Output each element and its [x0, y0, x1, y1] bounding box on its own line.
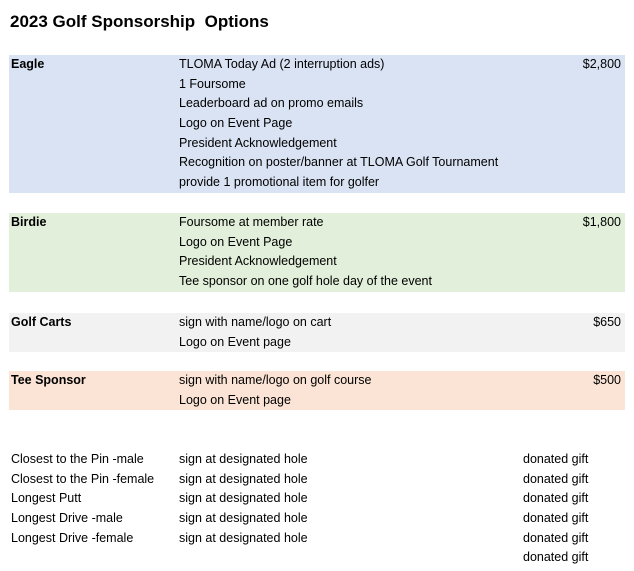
tee-sponsor-section — [9, 371, 625, 410]
eagle-row — [9, 94, 625, 114]
contest-row — [9, 529, 625, 549]
eagle-row — [9, 114, 625, 134]
contest-gift: donated gift — [523, 511, 589, 526]
eagle-price: $2,800 — [582, 57, 621, 71]
contest-row — [9, 509, 625, 529]
contest-name: Closest to the Pin -female — [11, 471, 155, 486]
birdie-row — [9, 252, 625, 272]
contest-gift: donated gift — [523, 452, 589, 466]
eagle-row — [9, 173, 625, 193]
eagle-item: Recognition on poster/banner at TLOMA Golf Tournament — [179, 155, 499, 170]
tee-sponsor-item: sign with name/logo on golf course — [179, 373, 372, 387]
eagle-item: President Acknowledgement — [179, 135, 337, 150]
page-title: 2023 Golf Sponsorship Options — [10, 12, 269, 31]
eagle-row — [9, 153, 625, 173]
contests-section — [9, 450, 625, 568]
golf-carts-item: sign with name/logo on cart — [179, 315, 332, 329]
golf-carts-row-1 — [9, 313, 625, 333]
birdie-row — [9, 233, 625, 253]
eagle-item: 1 Foursome — [179, 76, 246, 91]
golf-carts-name: Golf Carts — [11, 315, 72, 329]
extra-gift: donated gift — [523, 550, 589, 565]
contest-row-extra — [9, 548, 625, 568]
eagle-section — [9, 55, 625, 193]
contest-name: Longest Drive -female — [11, 530, 134, 545]
contest-row — [9, 489, 625, 509]
birdie-price: $1,800 — [582, 215, 621, 229]
birdie-row — [9, 272, 625, 292]
tee-sponsor-row-1 — [9, 371, 625, 391]
contest-gift: donated gift — [523, 491, 589, 506]
eagle-item: Logo on Event Page — [179, 116, 293, 131]
eagle-item: provide 1 promotional item for golfer — [179, 175, 380, 190]
contest-name: Longest Putt — [11, 491, 82, 506]
contest-desc: sign at designated hole — [179, 452, 308, 466]
birdie-section — [9, 213, 625, 292]
eagle-name: Eagle — [11, 57, 45, 71]
eagle-item: Leaderboard ad on promo emails — [179, 96, 364, 111]
contest-name: Closest to the Pin -male — [11, 452, 144, 466]
birdie-item: Tee sponsor on one golf hole day of the event — [179, 274, 432, 289]
eagle-row — [9, 134, 625, 154]
eagle-row-1 — [9, 55, 625, 75]
golf-carts-row — [9, 333, 625, 353]
contest-desc: sign at designated hole — [179, 471, 308, 486]
eagle-row — [9, 75, 625, 95]
contest-row — [9, 450, 625, 470]
contest-row — [9, 470, 625, 490]
eagle-item: TLOMA Today Ad (2 interruption ads) — [179, 57, 385, 71]
birdie-item: Foursome at member rate — [179, 215, 324, 229]
tee-sponsor-item: Logo on Event page — [179, 392, 291, 407]
golf-carts-price: $650 — [593, 315, 621, 329]
golf-carts-item: Logo on Event page — [179, 334, 291, 349]
tee-sponsor-name: Tee Sponsor — [11, 373, 86, 387]
tee-sponsor-price: $500 — [593, 373, 621, 387]
contest-desc: sign at designated hole — [179, 530, 308, 545]
contest-name: Longest Drive -male — [11, 511, 123, 526]
birdie-item: President Acknowledgement — [179, 254, 337, 269]
birdie-name: Birdie — [11, 215, 47, 229]
contest-gift: donated gift — [523, 471, 589, 486]
contest-desc: sign at designated hole — [179, 511, 308, 526]
contest-desc: sign at designated hole — [179, 491, 308, 506]
golf-carts-section — [9, 313, 625, 352]
birdie-row-1 — [9, 213, 625, 233]
birdie-item: Logo on Event Page — [179, 234, 293, 249]
contest-gift: donated gift — [523, 530, 589, 545]
tee-sponsor-row — [9, 391, 625, 411]
